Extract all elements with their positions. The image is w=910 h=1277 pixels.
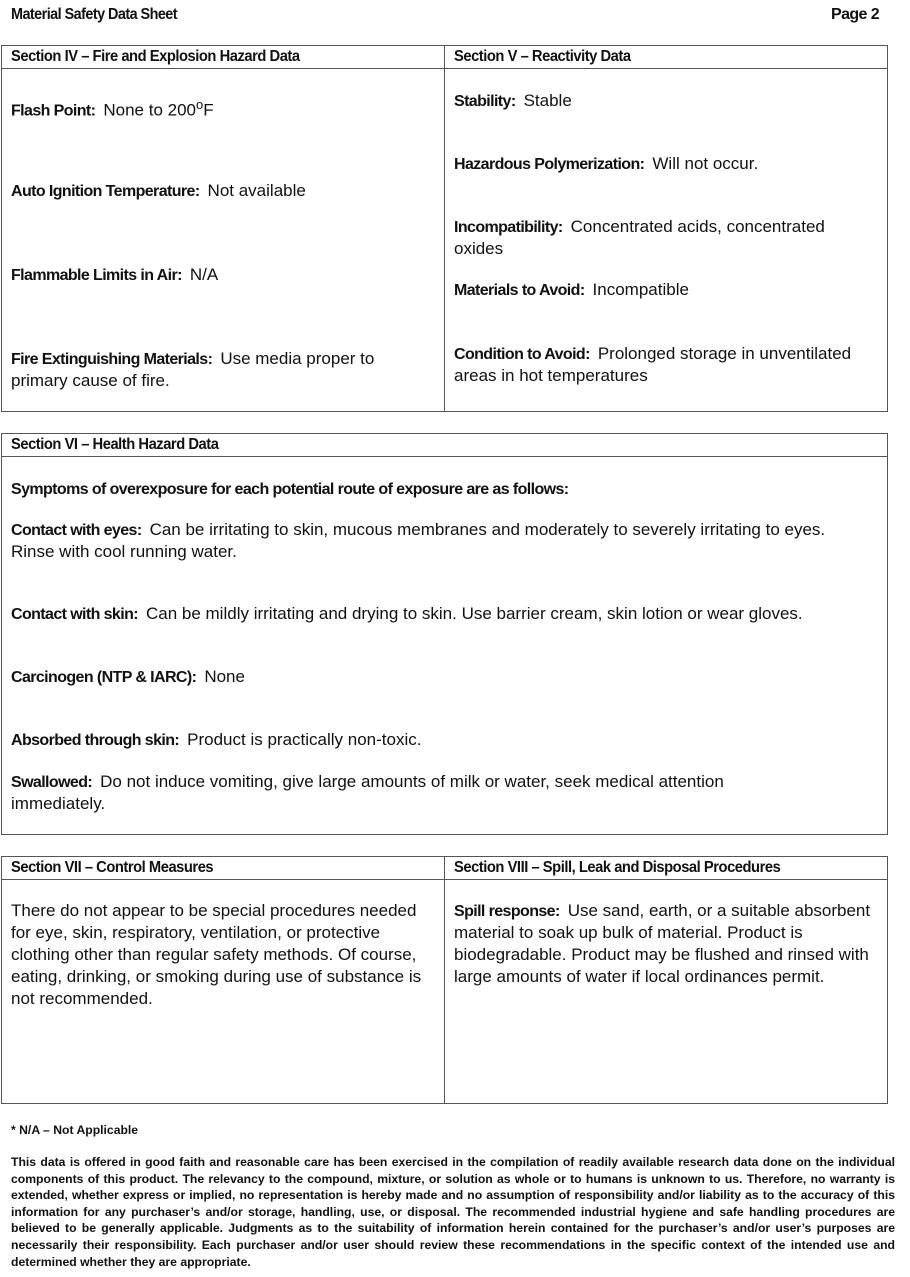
auto-ignition-field bbox=[11, 180, 431, 202]
page-number: Page 2 bbox=[831, 6, 879, 23]
carcinogen-field bbox=[11, 666, 881, 688]
spill-response-label: Spill response: bbox=[454, 903, 560, 920]
polymerization-value: Will not occur. bbox=[652, 154, 759, 173]
section-iv-title: Section IV – Fire and Explosion Hazard Data bbox=[11, 48, 300, 65]
symptoms-intro: Symptoms of overexposure for each potential route of exposure are as follows: bbox=[11, 481, 569, 498]
condition-to-avoid-field bbox=[454, 343, 882, 387]
swallowed-label: Swallowed: bbox=[11, 774, 93, 791]
na-footnote: * N/A – Not Applicable bbox=[11, 1123, 139, 1137]
section-v-title: Section V – Reactivity Data bbox=[454, 48, 631, 65]
contact-skin-value: Can be mildly irritating and drying to skin. Use barrier cream, skin lotion or wear gloves. bbox=[145, 604, 803, 623]
degree-symbol: o bbox=[196, 97, 204, 112]
contact-skin-label: Contact with skin: bbox=[11, 606, 138, 623]
section-vii-viii-column-divider bbox=[444, 856, 445, 1104]
incompatibility-value: Concentrated acids, concentrated oxides bbox=[454, 217, 825, 258]
condition-to-avoid-value: Prolonged storage in unventilated areas in hot temperatures bbox=[454, 344, 852, 385]
flash-point-value: None to 200 bbox=[103, 100, 196, 120]
auto-ignition-value: Not available bbox=[207, 181, 306, 200]
stability-label: Stability: bbox=[454, 93, 516, 110]
materials-to-avoid-label: Materials to Avoid: bbox=[454, 282, 585, 299]
absorbed-value: Product is practically non-toxic. bbox=[187, 730, 422, 749]
carcinogen-value: None bbox=[204, 667, 245, 686]
polymerization-label: Hazardous Polymerization: bbox=[454, 156, 645, 173]
fire-extinguishing-label: Fire Extinguishing Materials: bbox=[11, 351, 213, 368]
incompatibility-field bbox=[454, 216, 869, 260]
document-title: Material Safety Data Sheet bbox=[11, 6, 178, 23]
flash-point-field bbox=[11, 94, 431, 121]
polymerization-field bbox=[454, 153, 879, 175]
materials-to-avoid-field bbox=[454, 279, 879, 301]
stability-value: Stable bbox=[523, 91, 572, 110]
contact-skin-field bbox=[11, 603, 891, 625]
section-iv-v-column-divider bbox=[444, 45, 445, 412]
section-vi-title: Section VI – Health Hazard Data bbox=[11, 436, 219, 453]
contact-eyes-label: Contact with eyes: bbox=[11, 522, 142, 539]
spill-response-value: Use sand, earth, or a suitable absorbent material to soak up bulk of material. Product is biodegradable. Product may be flushed and rinsed with large amounts of water if local ordinances permit. bbox=[454, 901, 871, 986]
auto-ignition-label: Auto Ignition Temperature: bbox=[11, 183, 200, 200]
stability-field bbox=[454, 90, 879, 112]
section-vii-title: Section VII – Control Measures bbox=[11, 859, 214, 876]
condition-to-avoid-label: Condition to Avoid: bbox=[454, 346, 590, 363]
control-measures-text: There do not appear to be special procedures needed for eye, skin, respiratory, ventilation, or protective clothing other than regular safety methods. Of course, eating, drinking, or smoking during use of substance is not recommended. bbox=[11, 901, 422, 1008]
flash-point-unit: F bbox=[203, 100, 214, 120]
disclaimer-text: This data is offered in good faith and reasonable care has been exercised in the compilation of readily available research data done on the individual components of this product. The relevancy to the compound, mixture, or solution as whole or to humans is unknown to us. Therefore, no warranty is extended, whether express or implied, no representation is hereby made and no assumption of responsibility and/or liability as to the accuracy of this information for any purchaser’s and/or storage, handling, use, or disposal. The recommended industrial hygiene and safe handling procedures are believed to be generally applicable. Judgments as to the suitability of information herein contained for the purchaser’s and/or user’s purposes are necessarily their responsibility. Each purchaser and/or user should review these recommendations in the specific context of the intended use and determined whether they are appropriate. bbox=[11, 1155, 895, 1269]
section-vi-header-divider bbox=[1, 456, 888, 457]
section-viii-title: Section VIII – Spill, Leak and Disposal Procedures bbox=[454, 859, 781, 876]
incompatibility-label: Incompatibility: bbox=[454, 219, 563, 236]
contact-eyes-value: Can be irritating to skin, mucous membranes and moderately to severely irritating to eyes. Rinse with cool running water. bbox=[11, 520, 826, 561]
fire-extinguishing-field bbox=[11, 348, 406, 392]
flash-point-label: Flash Point: bbox=[11, 102, 96, 120]
contact-eyes-field bbox=[11, 519, 841, 563]
swallowed-value: Do not induce vomiting, give large amounts of milk or water, seek medical attention immediately. bbox=[11, 772, 724, 813]
swallowed-field bbox=[11, 771, 801, 815]
carcinogen-label: Carcinogen (NTP & IARC): bbox=[11, 669, 197, 686]
spill-response-field bbox=[454, 900, 874, 988]
flammable-limits-field bbox=[11, 264, 431, 286]
flammable-limits-label: Flammable Limits in Air: bbox=[11, 267, 182, 284]
flammable-limits-value: N/A bbox=[189, 265, 219, 284]
absorbed-label: Absorbed through skin: bbox=[11, 732, 180, 749]
fire-extinguishing-value: Use media proper to primary cause of fire. bbox=[11, 349, 375, 390]
absorbed-field bbox=[11, 729, 881, 751]
materials-to-avoid-value: Incompatible bbox=[592, 280, 689, 299]
